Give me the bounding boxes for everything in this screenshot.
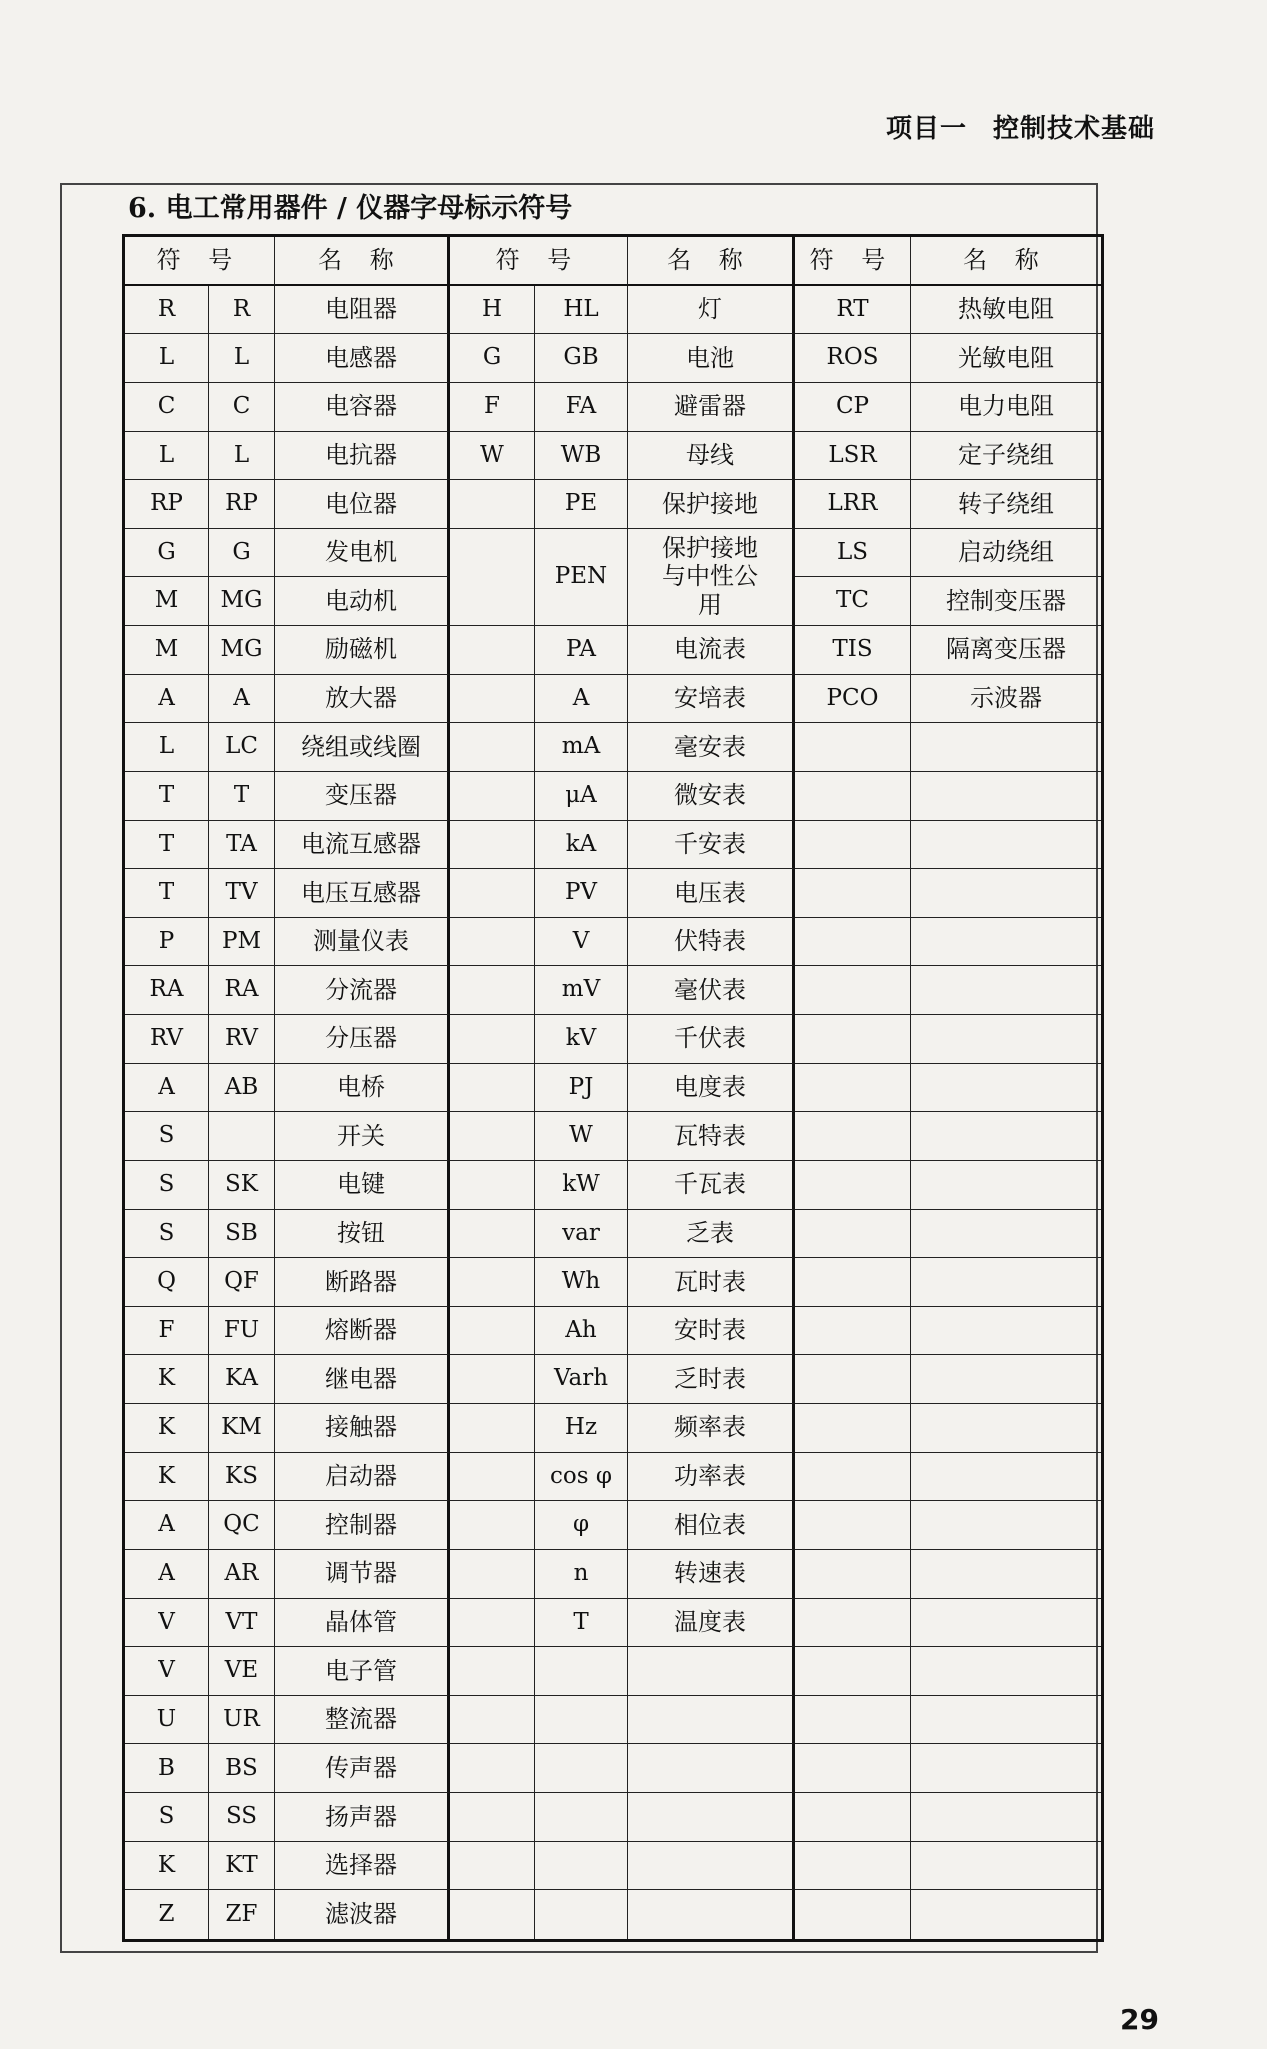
empty-cell (911, 1112, 1101, 1161)
symbol-cell: SK (209, 1161, 275, 1210)
main-letter-cell (450, 772, 535, 821)
page-number: 29 (1120, 2003, 1159, 2036)
empty-cell (795, 918, 911, 967)
main-letter-cell: F (450, 383, 535, 432)
empty-cell (628, 1696, 795, 1745)
name-cell: 转速表 (628, 1550, 795, 1599)
main-letter-cell: Z (125, 1890, 209, 1939)
name-cell: 母线 (628, 432, 795, 481)
empty-cell (911, 1210, 1101, 1259)
empty-cell (911, 1647, 1101, 1696)
empty-cell (911, 1890, 1101, 1939)
symbol-cell: RA (209, 966, 275, 1015)
col1-symbol-header: 符 号 (125, 237, 275, 286)
name-cell: 电子管 (275, 1647, 450, 1696)
main-letter-cell (450, 626, 535, 675)
name-cell: 选择器 (275, 1842, 450, 1891)
empty-cell (795, 723, 911, 772)
main-letter-cell (450, 1550, 535, 1599)
main-letter-cell: S (125, 1112, 209, 1161)
empty-cell (911, 869, 1101, 918)
symbol-cell: ZF (209, 1890, 275, 1939)
empty-cell (911, 1550, 1101, 1599)
empty-cell (795, 1404, 911, 1453)
name-cell: 电压互感器 (275, 869, 450, 918)
empty-cell (450, 1647, 535, 1696)
main-letter-cell: T (125, 821, 209, 870)
name-cell: 电桥 (275, 1064, 450, 1113)
symbol-cell: HL (535, 286, 628, 335)
name-cell: 千安表 (628, 821, 795, 870)
main-letter-cell (450, 1599, 535, 1648)
empty-cell (535, 1842, 628, 1891)
main-letter-cell: U (125, 1696, 209, 1745)
main-letter-cell: L (125, 432, 209, 481)
empty-cell (911, 1064, 1101, 1113)
empty-cell (795, 821, 911, 870)
symbol-cell: kV (535, 1015, 628, 1064)
empty-cell (795, 1647, 911, 1696)
empty-cell (911, 966, 1101, 1015)
name-cell: 保护接地 (628, 480, 795, 529)
symbol-cell: TC (795, 577, 911, 626)
name-cell: 分压器 (275, 1015, 450, 1064)
symbol-cell: GB (535, 334, 628, 383)
header-project: 项目一 (885, 114, 967, 144)
main-letter-cell: S (125, 1161, 209, 1210)
empty-cell (535, 1890, 628, 1939)
symbol-cell: RT (795, 286, 911, 335)
symbol-cell: BS (209, 1744, 275, 1793)
symbol-cell: RV (209, 1015, 275, 1064)
empty-cell (795, 1355, 911, 1404)
main-letter-cell: K (125, 1355, 209, 1404)
empty-cell (795, 1064, 911, 1113)
main-letter-cell: RV (125, 1015, 209, 1064)
name-cell: 滤波器 (275, 1890, 450, 1939)
main-letter-cell (450, 1015, 535, 1064)
empty-cell (628, 1744, 795, 1793)
main-letter-cell: B (125, 1744, 209, 1793)
main-letter-cell: K (125, 1404, 209, 1453)
symbol-cell: CP (795, 383, 911, 432)
symbol-cell: Hz (535, 1404, 628, 1453)
empty-cell (450, 1842, 535, 1891)
empty-cell (911, 1842, 1101, 1891)
empty-cell (795, 1210, 911, 1259)
symbol-cell: QF (209, 1258, 275, 1307)
empty-cell (535, 1744, 628, 1793)
empty-cell (911, 1355, 1101, 1404)
main-letter-cell (450, 821, 535, 870)
symbol-cell: Wh (535, 1258, 628, 1307)
name-cell: 微安表 (628, 772, 795, 821)
symbol-cell: ROS (795, 334, 911, 383)
col1-name-header: 名 称 (275, 237, 450, 286)
symbol-cell: LRR (795, 480, 911, 529)
main-letter-cell: A (125, 1550, 209, 1599)
main-letter-cell: A (125, 1064, 209, 1113)
main-letter-cell (450, 1258, 535, 1307)
symbol-cell: SB (209, 1210, 275, 1259)
name-cell: 电池 (628, 334, 795, 383)
empty-cell (911, 1793, 1101, 1842)
symbol-cell: Ah (535, 1307, 628, 1356)
main-letter-cell: A (125, 675, 209, 724)
name-cell: 伏特表 (628, 918, 795, 967)
main-letter-cell: W (450, 432, 535, 481)
symbol-cell: KM (209, 1404, 275, 1453)
symbol-cell: AB (209, 1064, 275, 1113)
symbol-cell: AR (209, 1550, 275, 1599)
symbol-cell: R (209, 286, 275, 335)
empty-cell (628, 1647, 795, 1696)
empty-cell (450, 1744, 535, 1793)
empty-cell (795, 1161, 911, 1210)
main-letter-cell (450, 966, 535, 1015)
empty-cell (535, 1647, 628, 1696)
col2-name-header: 名 称 (628, 237, 795, 286)
main-letter-cell: T (125, 772, 209, 821)
main-letter-cell (450, 480, 535, 529)
main-letter-cell: A (125, 1501, 209, 1550)
symbol-cell: var (535, 1210, 628, 1259)
empty-cell (535, 1696, 628, 1745)
symbol-cell: φ (535, 1501, 628, 1550)
name-cell: 千瓦表 (628, 1161, 795, 1210)
name-cell: 开关 (275, 1112, 450, 1161)
main-letter-cell (450, 918, 535, 967)
symbol-cell: Varh (535, 1355, 628, 1404)
name-cell: 电度表 (628, 1064, 795, 1113)
name-cell: 绕组或线圈 (275, 723, 450, 772)
main-letter-cell: RP (125, 480, 209, 529)
name-cell: 光敏电阻 (911, 334, 1101, 383)
main-letter-cell: M (125, 626, 209, 675)
empty-cell (795, 772, 911, 821)
main-letter-cell: RA (125, 966, 209, 1015)
main-letter-cell: H (450, 286, 535, 335)
name-cell: 电抗器 (275, 432, 450, 481)
empty-cell (795, 1696, 911, 1745)
symbol-cell: PCO (795, 675, 911, 724)
main-letter-cell: F (125, 1307, 209, 1356)
empty-cell (450, 1696, 535, 1745)
col3-symbol-header: 符 号 (795, 237, 911, 286)
name-cell: 安时表 (628, 1307, 795, 1356)
empty-cell (911, 1161, 1101, 1210)
symbol-cell: TA (209, 821, 275, 870)
name-cell: 温度表 (628, 1599, 795, 1648)
main-letter-cell: S (125, 1793, 209, 1842)
main-letter-cell: K (125, 1453, 209, 1502)
symbol-cell: PJ (535, 1064, 628, 1113)
name-cell: 按钮 (275, 1210, 450, 1259)
empty-cell (628, 1793, 795, 1842)
main-letter-cell: M (125, 577, 209, 626)
symbol-cell: PA (535, 626, 628, 675)
name-cell: 毫安表 (628, 723, 795, 772)
symbol-cell: LSR (795, 432, 911, 481)
empty-cell (535, 1793, 628, 1842)
main-letter-cell: C (125, 383, 209, 432)
empty-cell (911, 1599, 1101, 1648)
name-cell: 电力电阻 (911, 383, 1101, 432)
empty-cell (795, 1015, 911, 1064)
name-cell: 分流器 (275, 966, 450, 1015)
name-cell: 热敏电阻 (911, 286, 1101, 335)
name-cell: 相位表 (628, 1501, 795, 1550)
symbol-cell: MG (209, 577, 275, 626)
table-caption: 6. 电工常用器件 / 仪器字母标示符号 (128, 193, 573, 224)
name-cell: 电流互感器 (275, 821, 450, 870)
symbol-cell: μA (535, 772, 628, 821)
main-letter-cell: G (450, 334, 535, 383)
symbol-cell: n (535, 1550, 628, 1599)
name-cell: 定子绕组 (911, 432, 1101, 481)
symbol-cell: PV (535, 869, 628, 918)
empty-cell (795, 1550, 911, 1599)
name-cell: 瓦时表 (628, 1258, 795, 1307)
name-cell: 瓦特表 (628, 1112, 795, 1161)
empty-cell (911, 1258, 1101, 1307)
main-letter-cell (450, 869, 535, 918)
empty-cell (911, 772, 1101, 821)
name-cell: 传声器 (275, 1744, 450, 1793)
symbol-cell: TIS (795, 626, 911, 675)
symbol-cell: KT (209, 1842, 275, 1891)
empty-cell (795, 1112, 911, 1161)
name-cell: 晶体管 (275, 1599, 450, 1648)
main-letter-cell (450, 1404, 535, 1453)
main-letter-cell (450, 1210, 535, 1259)
main-letter-cell (450, 1112, 535, 1161)
name-cell: 乏表 (628, 1210, 795, 1259)
main-letter-cell (450, 1453, 535, 1502)
symbol-cell: UR (209, 1696, 275, 1745)
empty-cell (450, 1793, 535, 1842)
name-cell: 继电器 (275, 1355, 450, 1404)
empty-cell (795, 1501, 911, 1550)
name-cell: 断路器 (275, 1258, 450, 1307)
name-cell: 避雷器 (628, 383, 795, 432)
name-cell: 乏时表 (628, 1355, 795, 1404)
empty-cell (795, 1793, 911, 1842)
name-cell: 测量仪表 (275, 918, 450, 967)
name-cell: 毫伏表 (628, 966, 795, 1015)
symbol-cell: T (209, 772, 275, 821)
empty-cell (795, 1890, 911, 1939)
name-cell: 控制变压器 (911, 577, 1101, 626)
empty-cell (795, 1453, 911, 1502)
empty-cell (911, 1744, 1101, 1793)
symbol-cell: FU (209, 1307, 275, 1356)
symbol-cell: V (535, 918, 628, 967)
symbol-cell: L (209, 432, 275, 481)
symbol-table (122, 234, 1104, 1942)
name-cell: 灯 (628, 286, 795, 335)
name-cell: 保护接地与中性公用 (628, 529, 795, 626)
main-letter-cell (450, 529, 535, 626)
main-letter-cell: R (125, 286, 209, 335)
symbol-cell: SS (209, 1793, 275, 1842)
name-cell: 千伏表 (628, 1015, 795, 1064)
name-cell: 电流表 (628, 626, 795, 675)
symbol-cell: C (209, 383, 275, 432)
symbol-cell: FA (535, 383, 628, 432)
name-cell: 电键 (275, 1161, 450, 1210)
main-letter-cell (450, 1501, 535, 1550)
symbol-cell: KA (209, 1355, 275, 1404)
name-cell: 调节器 (275, 1550, 450, 1599)
empty-cell (795, 1258, 911, 1307)
symbol-cell: mV (535, 966, 628, 1015)
symbol-cell: A (209, 675, 275, 724)
symbol-cell: mA (535, 723, 628, 772)
name-cell: 电感器 (275, 334, 450, 383)
name-cell: 励磁机 (275, 626, 450, 675)
name-cell: 启动器 (275, 1453, 450, 1502)
main-letter-cell: V (125, 1647, 209, 1696)
main-letter-cell: G (125, 529, 209, 578)
empty-cell (911, 723, 1101, 772)
name-cell: 控制器 (275, 1501, 450, 1550)
main-letter-cell (450, 675, 535, 724)
main-letter-cell (450, 1064, 535, 1113)
empty-cell (795, 1744, 911, 1793)
main-letter-cell: K (125, 1842, 209, 1891)
symbol-cell: A (535, 675, 628, 724)
symbol-cell: LS (795, 529, 911, 578)
name-cell: 转子绕组 (911, 480, 1101, 529)
symbol-cell: W (535, 1112, 628, 1161)
symbol-cell: PE (535, 480, 628, 529)
name-cell: 变压器 (275, 772, 450, 821)
symbol-cell: TV (209, 869, 275, 918)
empty-cell (911, 821, 1101, 870)
empty-cell (795, 1842, 911, 1891)
symbol-cell: PM (209, 918, 275, 967)
name-cell: 扬声器 (275, 1793, 450, 1842)
symbol-cell: VE (209, 1647, 275, 1696)
symbol-cell: cos φ (535, 1453, 628, 1502)
symbol-cell: kW (535, 1161, 628, 1210)
col2-symbol-header: 符 号 (450, 237, 628, 286)
empty-cell (911, 1404, 1101, 1453)
empty-cell (911, 918, 1101, 967)
symbol-cell: QC (209, 1501, 275, 1550)
symbol-cell: WB (535, 432, 628, 481)
empty-cell (628, 1842, 795, 1891)
name-cell: 电容器 (275, 383, 450, 432)
header-title: 控制技术基础 (992, 114, 1155, 144)
name-cell: 整流器 (275, 1696, 450, 1745)
name-cell: 启动绕组 (911, 529, 1101, 578)
empty-cell (795, 966, 911, 1015)
main-letter-cell (450, 1355, 535, 1404)
symbol-cell: PEN (535, 529, 628, 626)
symbol-cell: MG (209, 626, 275, 675)
empty-cell (795, 1307, 911, 1356)
name-cell: 电动机 (275, 577, 450, 626)
symbol-cell: KS (209, 1453, 275, 1502)
name-cell: 安培表 (628, 675, 795, 724)
empty-cell (911, 1453, 1101, 1502)
symbol-cell: L (209, 334, 275, 383)
empty-cell (628, 1890, 795, 1939)
name-cell: 电位器 (275, 480, 450, 529)
empty-cell (795, 869, 911, 918)
symbol-cell: G (209, 529, 275, 578)
name-cell: 电压表 (628, 869, 795, 918)
empty-cell (450, 1890, 535, 1939)
name-cell: 功率表 (628, 1453, 795, 1502)
main-letter-cell: S (125, 1210, 209, 1259)
symbol-cell: T (535, 1599, 628, 1648)
name-cell: 放大器 (275, 675, 450, 724)
empty-cell (911, 1307, 1101, 1356)
empty-cell (911, 1696, 1101, 1745)
name-cell: 隔离变压器 (911, 626, 1101, 675)
main-letter-cell: Q (125, 1258, 209, 1307)
col3-name-header: 名 称 (911, 237, 1101, 286)
main-letter-cell: T (125, 869, 209, 918)
empty-cell (911, 1015, 1101, 1064)
empty-cell (795, 1599, 911, 1648)
symbol-cell: RP (209, 480, 275, 529)
main-letter-cell: P (125, 918, 209, 967)
symbol-cell: kA (535, 821, 628, 870)
main-letter-cell (450, 1161, 535, 1210)
main-letter-cell: L (125, 723, 209, 772)
running-header (886, 108, 1155, 145)
name-cell: 接触器 (275, 1404, 450, 1453)
name-cell: 发电机 (275, 529, 450, 578)
name-cell: 电阻器 (275, 286, 450, 335)
symbol-cell: VT (209, 1599, 275, 1648)
symbol-cell (209, 1112, 275, 1161)
name-cell: 频率表 (628, 1404, 795, 1453)
name-cell: 熔断器 (275, 1307, 450, 1356)
main-letter-cell: V (125, 1599, 209, 1648)
main-letter-cell (450, 1307, 535, 1356)
symbol-cell: LC (209, 723, 275, 772)
main-letter-cell (450, 723, 535, 772)
main-letter-cell: L (125, 334, 209, 383)
name-cell: 示波器 (911, 675, 1101, 724)
empty-cell (911, 1501, 1101, 1550)
